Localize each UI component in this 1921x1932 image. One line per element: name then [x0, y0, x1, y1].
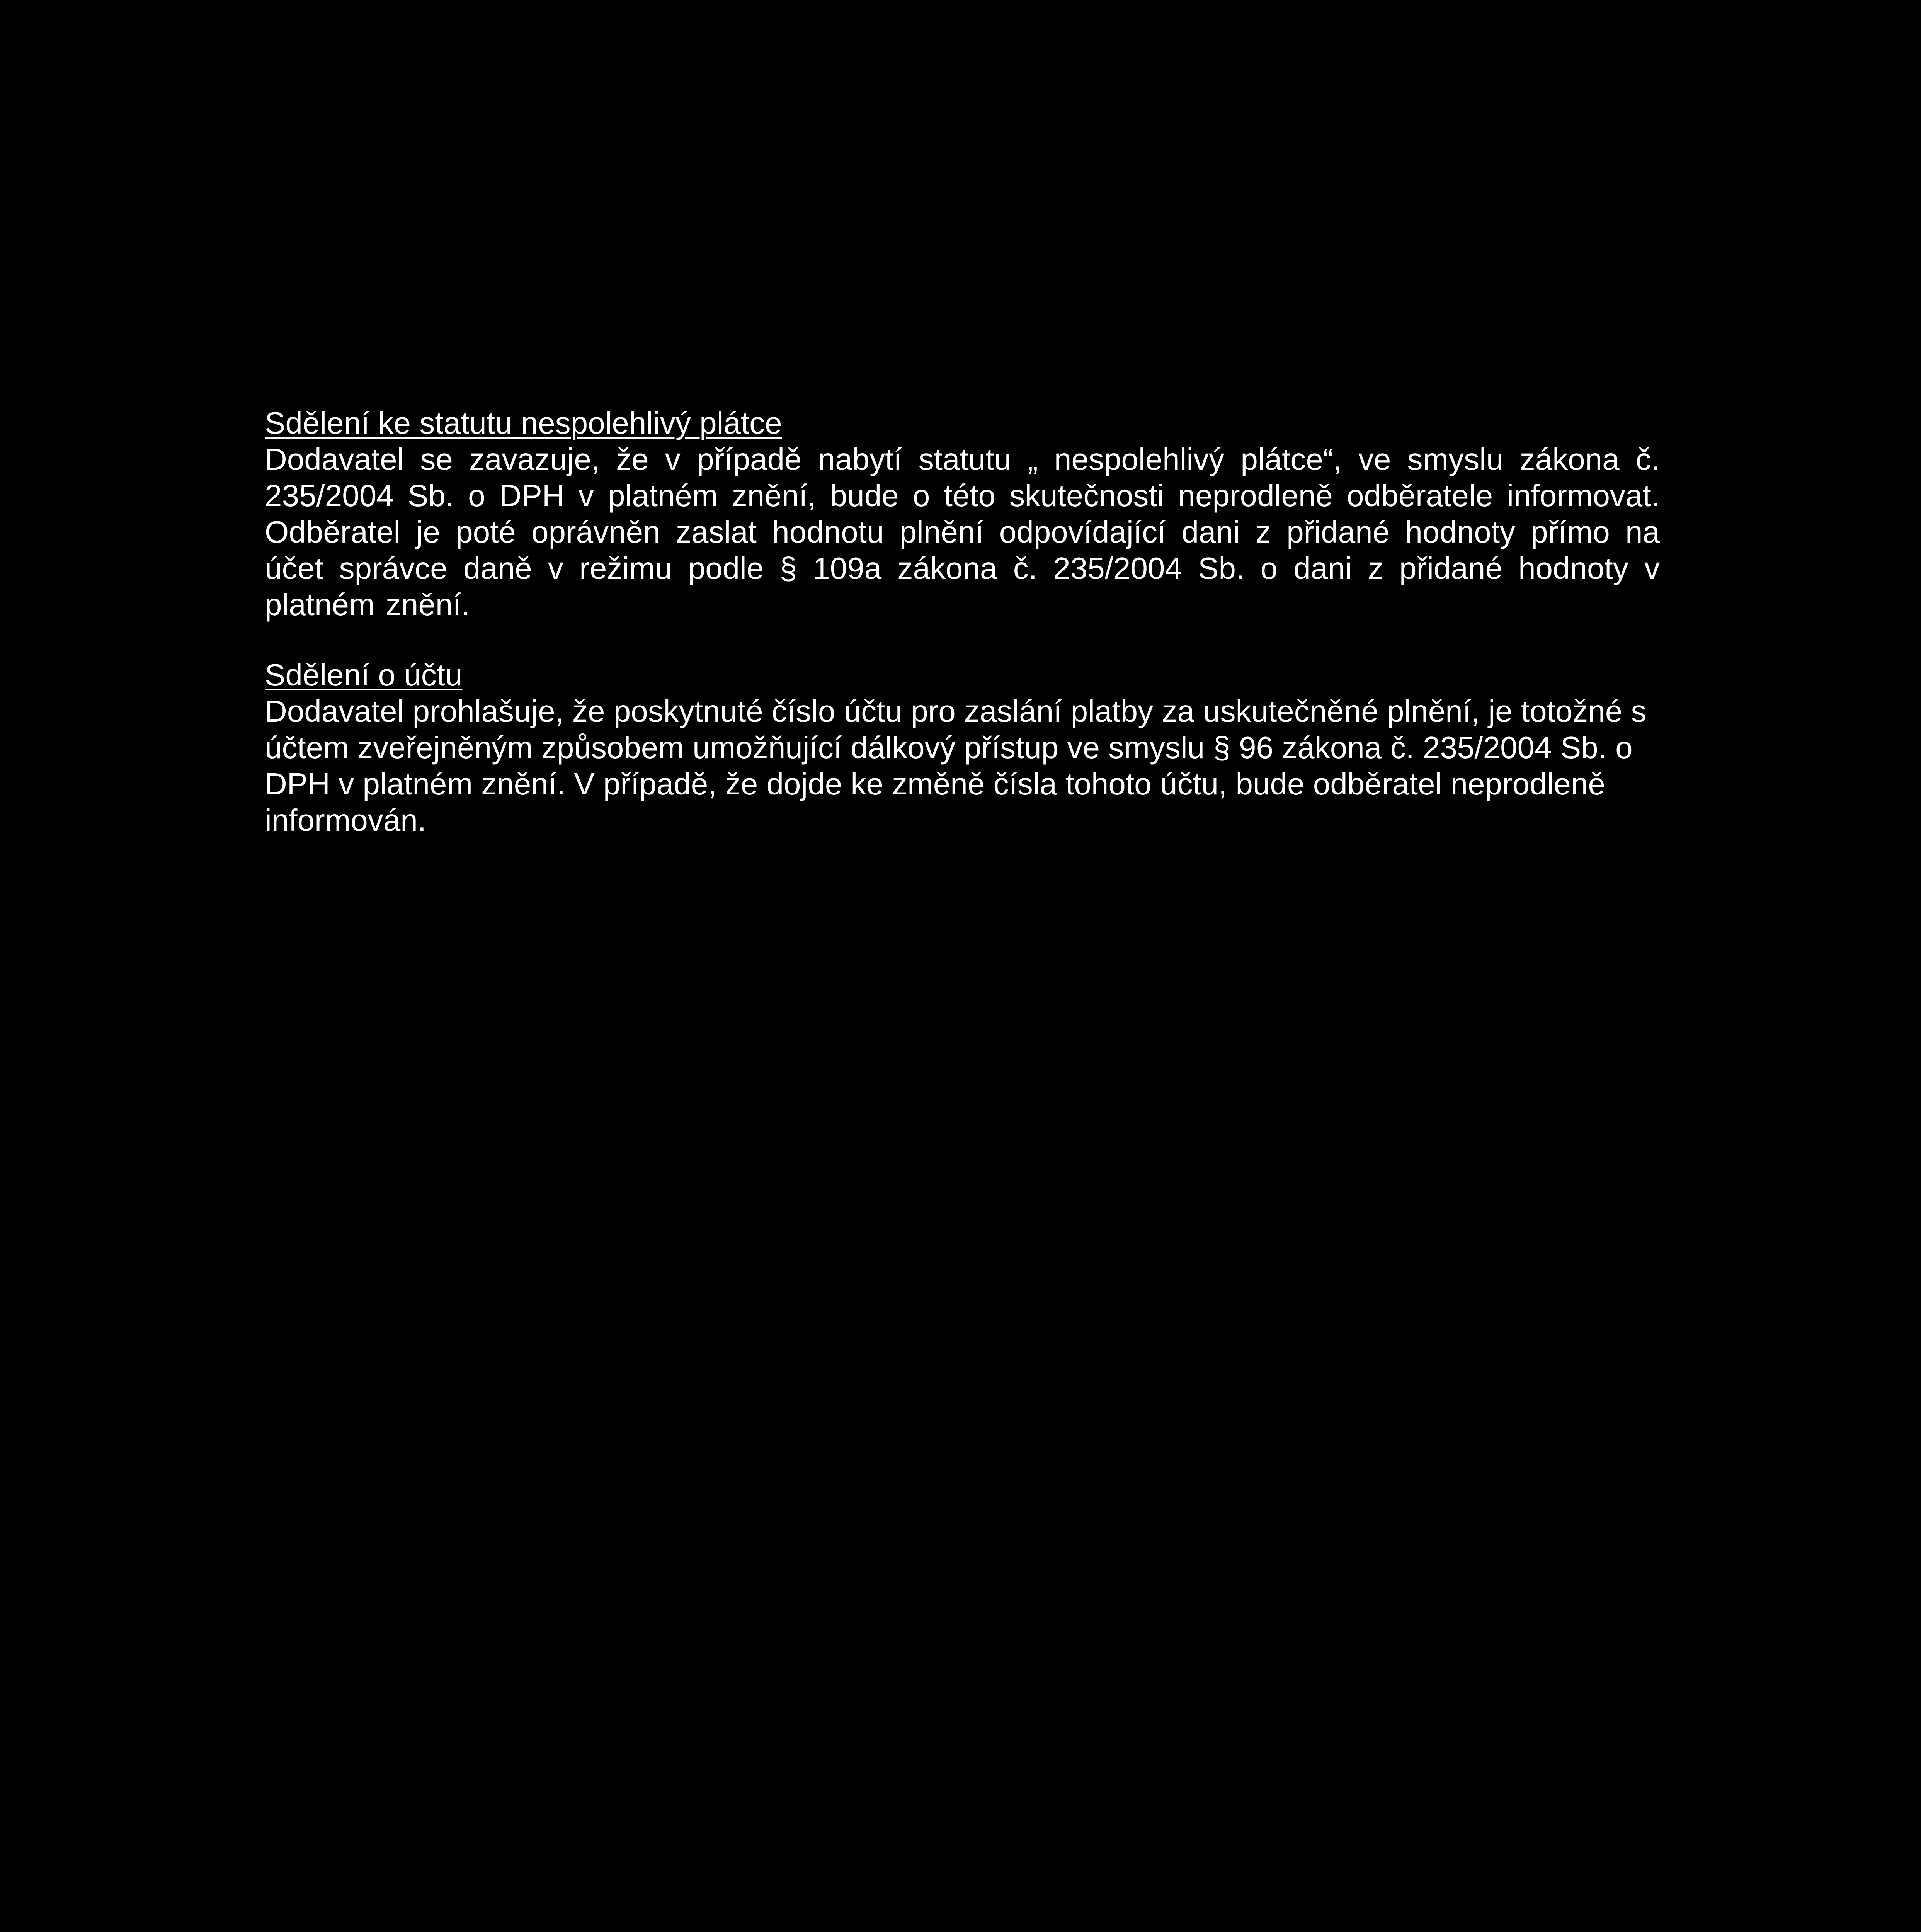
- section-ucet: [265, 657, 1660, 838]
- section-nespolehlivy-platce: [265, 405, 1660, 623]
- section-heading-ucet: Sdělení o účtu: [265, 658, 463, 692]
- section-heading-nespolehlivy-platce: Sdělení ke statutu nespolehlivý plátce: [265, 406, 782, 440]
- section-body-ucet: Dodavatel prohlašuje, že poskytnuté číslo účtu pro zaslání platby za uskutečněné plnění, je totožné s účtem zveřejněným způsobem umožňující dálkový přístup ve smyslu § 96 zákona č. 235/2004 Sb. o DPH v platném znění. V případě, že dojde ke změně čísla tohoto účtu, bude odběratel neprodleně informován.: [265, 694, 1647, 837]
- section-body-nespolehlivy-platce: Dodavatel se zavazuje, že v případě nabytí statutu „ nespolehlivý plátce“, ve smyslu zákona č. 235/2004 Sb. o DPH v platném znění, bude o této skutečnosti neprodleně odběratele informovat. Odběratel je poté oprávněn zaslat hodnotu plnění odpovídající dani z přidané hodnoty přímo na účet správce daně v režimu podle § 109a zákona č. 235/2004 Sb. o dani z přidané hodnoty v platném znění.: [265, 442, 1660, 622]
